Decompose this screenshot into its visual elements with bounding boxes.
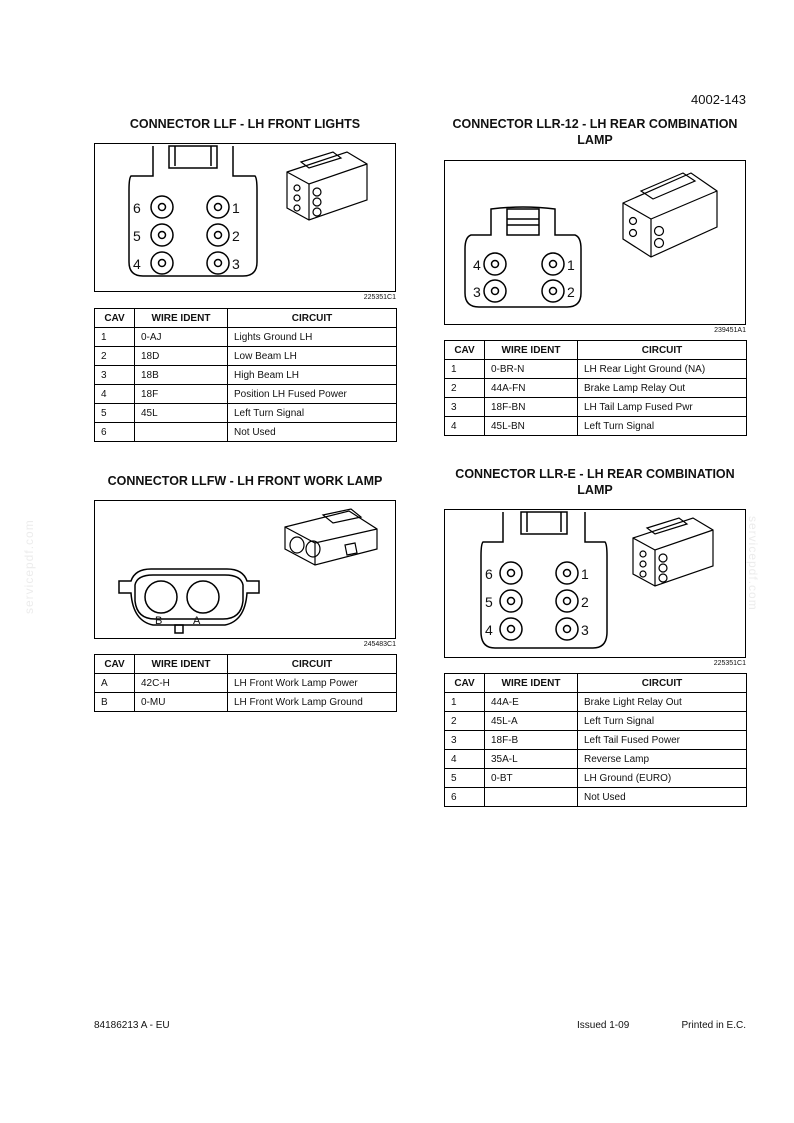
cav-cell: A: [95, 674, 135, 693]
llf-pin-label-4: 4: [133, 256, 141, 272]
llfw-pin-label-a: A: [193, 615, 201, 627]
circuit-cell: LH Tail Lamp Fused Pwr: [578, 398, 747, 417]
circuit-header: CIRCUIT: [578, 674, 747, 693]
table-header-row: [445, 341, 747, 360]
llfw-figure-code: 245483C1: [363, 641, 396, 648]
llr12-title: [444, 116, 746, 148]
circuit-cell: Position LH Fused Power: [228, 385, 397, 404]
circuit-cell: Lights Ground LH: [228, 328, 397, 347]
llr12-table: [444, 340, 747, 436]
watermark-right: servicepdf.com: [746, 516, 760, 611]
wire-cell: 18D: [135, 347, 228, 366]
wire-ident-header: WIRE IDENT: [485, 341, 578, 360]
cav-header: CAV: [95, 309, 135, 328]
llf-connector-figure: [94, 143, 396, 292]
cav-cell: 1: [445, 360, 485, 379]
circuit-cell: LH Front Work Lamp Power: [228, 674, 397, 693]
llre-pin-label-3: 3: [581, 622, 589, 638]
cav-cell: 3: [445, 731, 485, 750]
table-row: [95, 423, 397, 442]
llre-pin-label-2: 2: [581, 594, 589, 610]
wire-cell: 45L-BN: [485, 417, 578, 436]
cav-cell: 2: [95, 347, 135, 366]
table-row: [95, 674, 397, 693]
page-number: 4002-143: [691, 92, 746, 107]
wire-cell: 45L-A: [485, 712, 578, 731]
wire-ident-header: WIRE IDENT: [135, 309, 228, 328]
table-row: [445, 769, 747, 788]
llre-connector-iso-view: [633, 518, 713, 586]
llr12-title-line-1: CONNECTOR LLR-12 - LH REAR COMBINATION: [452, 117, 738, 131]
circuit-cell: Left Tail Fused Power: [578, 731, 747, 750]
llfw-connector-drawing: [95, 501, 397, 640]
footer-printed: Printed in E.C.: [681, 1020, 746, 1031]
table-header-row: [95, 309, 397, 328]
wire-cell: 42C-H: [135, 674, 228, 693]
llre-title-line-1: CONNECTOR LLR-E - LH REAR COMBINATION: [455, 467, 735, 481]
circuit-cell: Brake Light Relay Out: [578, 693, 747, 712]
wire-cell: 18F-B: [485, 731, 578, 750]
wire-cell: 44A-E: [485, 693, 578, 712]
footer-issued: Issued 1-09: [577, 1020, 630, 1031]
llf-pin-label-1: 1: [232, 200, 240, 216]
circuit-cell: Not Used: [228, 423, 397, 442]
llre-title: [444, 466, 746, 498]
circuit-cell: Low Beam LH: [228, 347, 397, 366]
circuit-cell: Left Turn Signal: [228, 404, 397, 423]
table-row: [95, 385, 397, 404]
cav-cell: B: [95, 693, 135, 712]
cav-cell: 5: [445, 769, 485, 788]
cav-header: CAV: [445, 341, 485, 360]
circuit-cell: LH Rear Light Ground (NA): [578, 360, 747, 379]
circuit-header: CIRCUIT: [578, 341, 747, 360]
cav-cell: 1: [95, 328, 135, 347]
wire-cell: 0-MU: [135, 693, 228, 712]
llfw-table: [94, 654, 397, 712]
table-row: [445, 417, 747, 436]
table-row: [445, 693, 747, 712]
circuit-header: CIRCUIT: [228, 309, 397, 328]
circuit-cell: Brake Lamp Relay Out: [578, 379, 747, 398]
llr12-title-line-2: LAMP: [577, 133, 613, 147]
llf-pin-label-6: 6: [133, 200, 141, 216]
llfw-title: CONNECTOR LLFW - LH FRONT WORK LAMP: [107, 474, 383, 488]
circuit-cell: LH Ground (EURO): [578, 769, 747, 788]
table-row: [445, 788, 747, 807]
llf-title: CONNECTOR LLF - LH FRONT LIGHTS: [129, 117, 361, 131]
table-row: [445, 360, 747, 379]
llf-pin-label-5: 5: [133, 228, 141, 244]
wire-cell: [135, 423, 228, 442]
cav-cell: 1: [445, 693, 485, 712]
cav-cell: 2: [445, 712, 485, 731]
circuit-cell: Left Turn Signal: [578, 712, 747, 731]
table-row: [95, 366, 397, 385]
llre-pin-label-4: 4: [485, 622, 493, 638]
cav-cell: 3: [95, 366, 135, 385]
cav-cell: 3: [445, 398, 485, 417]
llre-table: [444, 673, 747, 807]
table-row: [95, 328, 397, 347]
llf-pin-label-3: 3: [232, 256, 240, 272]
table-row: [445, 379, 747, 398]
llr12-pin-label-4: 4: [473, 257, 481, 273]
cav-cell: 4: [445, 750, 485, 769]
llre-connector-figure: [444, 509, 746, 658]
wire-cell: 18B: [135, 366, 228, 385]
cav-cell: 2: [445, 379, 485, 398]
wire-cell: 0-BT: [485, 769, 578, 788]
circuit-cell: Left Turn Signal: [578, 417, 747, 436]
wire-cell: 35A-L: [485, 750, 578, 769]
llre-pin-label-1: 1: [581, 566, 589, 582]
llr12-pin-label-2: 2: [567, 284, 575, 300]
wire-ident-header: WIRE IDENT: [485, 674, 578, 693]
llf-figure-code: 225351C1: [363, 294, 396, 301]
llre-title-line-2: LAMP: [577, 483, 613, 497]
cav-header: CAV: [95, 655, 135, 674]
circuit-header: CIRCUIT: [228, 655, 397, 674]
wire-cell: 44A-FN: [485, 379, 578, 398]
llre-pin-label-5: 5: [485, 594, 493, 610]
llr12-connector-figure: [444, 160, 746, 325]
cav-header: CAV: [445, 674, 485, 693]
cav-cell: 5: [95, 404, 135, 423]
watermark-left: servicepdf.com: [22, 519, 36, 614]
table-row: [445, 398, 747, 417]
table-row: [95, 347, 397, 366]
wire-cell: 0-BR-N: [485, 360, 578, 379]
wire-cell: [485, 788, 578, 807]
llfw-connector-figure: [94, 500, 396, 639]
llfw-pin-label-b: B: [155, 615, 163, 627]
wire-ident-header: WIRE IDENT: [135, 655, 228, 674]
table-header-row: [445, 674, 747, 693]
llr12-pin-label-3: 3: [473, 284, 481, 300]
cav-cell: 6: [95, 423, 135, 442]
llf-pin-label-2: 2: [232, 228, 240, 244]
cav-cell: 4: [445, 417, 485, 436]
footer-part-number: 84186213 A - EU: [94, 1020, 170, 1031]
circuit-cell: Not Used: [578, 788, 747, 807]
circuit-cell: LH Front Work Lamp Ground: [228, 693, 397, 712]
table-row: [95, 693, 397, 712]
cav-cell: 4: [95, 385, 135, 404]
llr12-connector-iso-view: [623, 173, 717, 257]
wire-cell: 45L: [135, 404, 228, 423]
table-row: [445, 712, 747, 731]
llre-pin-label-6: 6: [485, 566, 493, 582]
llf-connector-iso-view: [287, 152, 367, 220]
wire-cell: 18F-BN: [485, 398, 578, 417]
table-row: [445, 731, 747, 750]
llr12-pin-label-1: 1: [567, 257, 575, 273]
llr12-figure-code: 239451A1: [714, 327, 746, 334]
table-row: [95, 404, 397, 423]
circuit-cell: High Beam LH: [228, 366, 397, 385]
llf-table: [94, 308, 397, 442]
circuit-cell: Reverse Lamp: [578, 750, 747, 769]
wire-cell: 0-AJ: [135, 328, 228, 347]
llr12-connector-drawing: [445, 161, 747, 326]
table-header-row: [95, 655, 397, 674]
table-row: [445, 750, 747, 769]
cav-cell: 6: [445, 788, 485, 807]
llre-figure-code: 225351C1: [713, 660, 746, 667]
wire-cell: 18F: [135, 385, 228, 404]
llfw-connector-iso-view: [285, 509, 377, 565]
